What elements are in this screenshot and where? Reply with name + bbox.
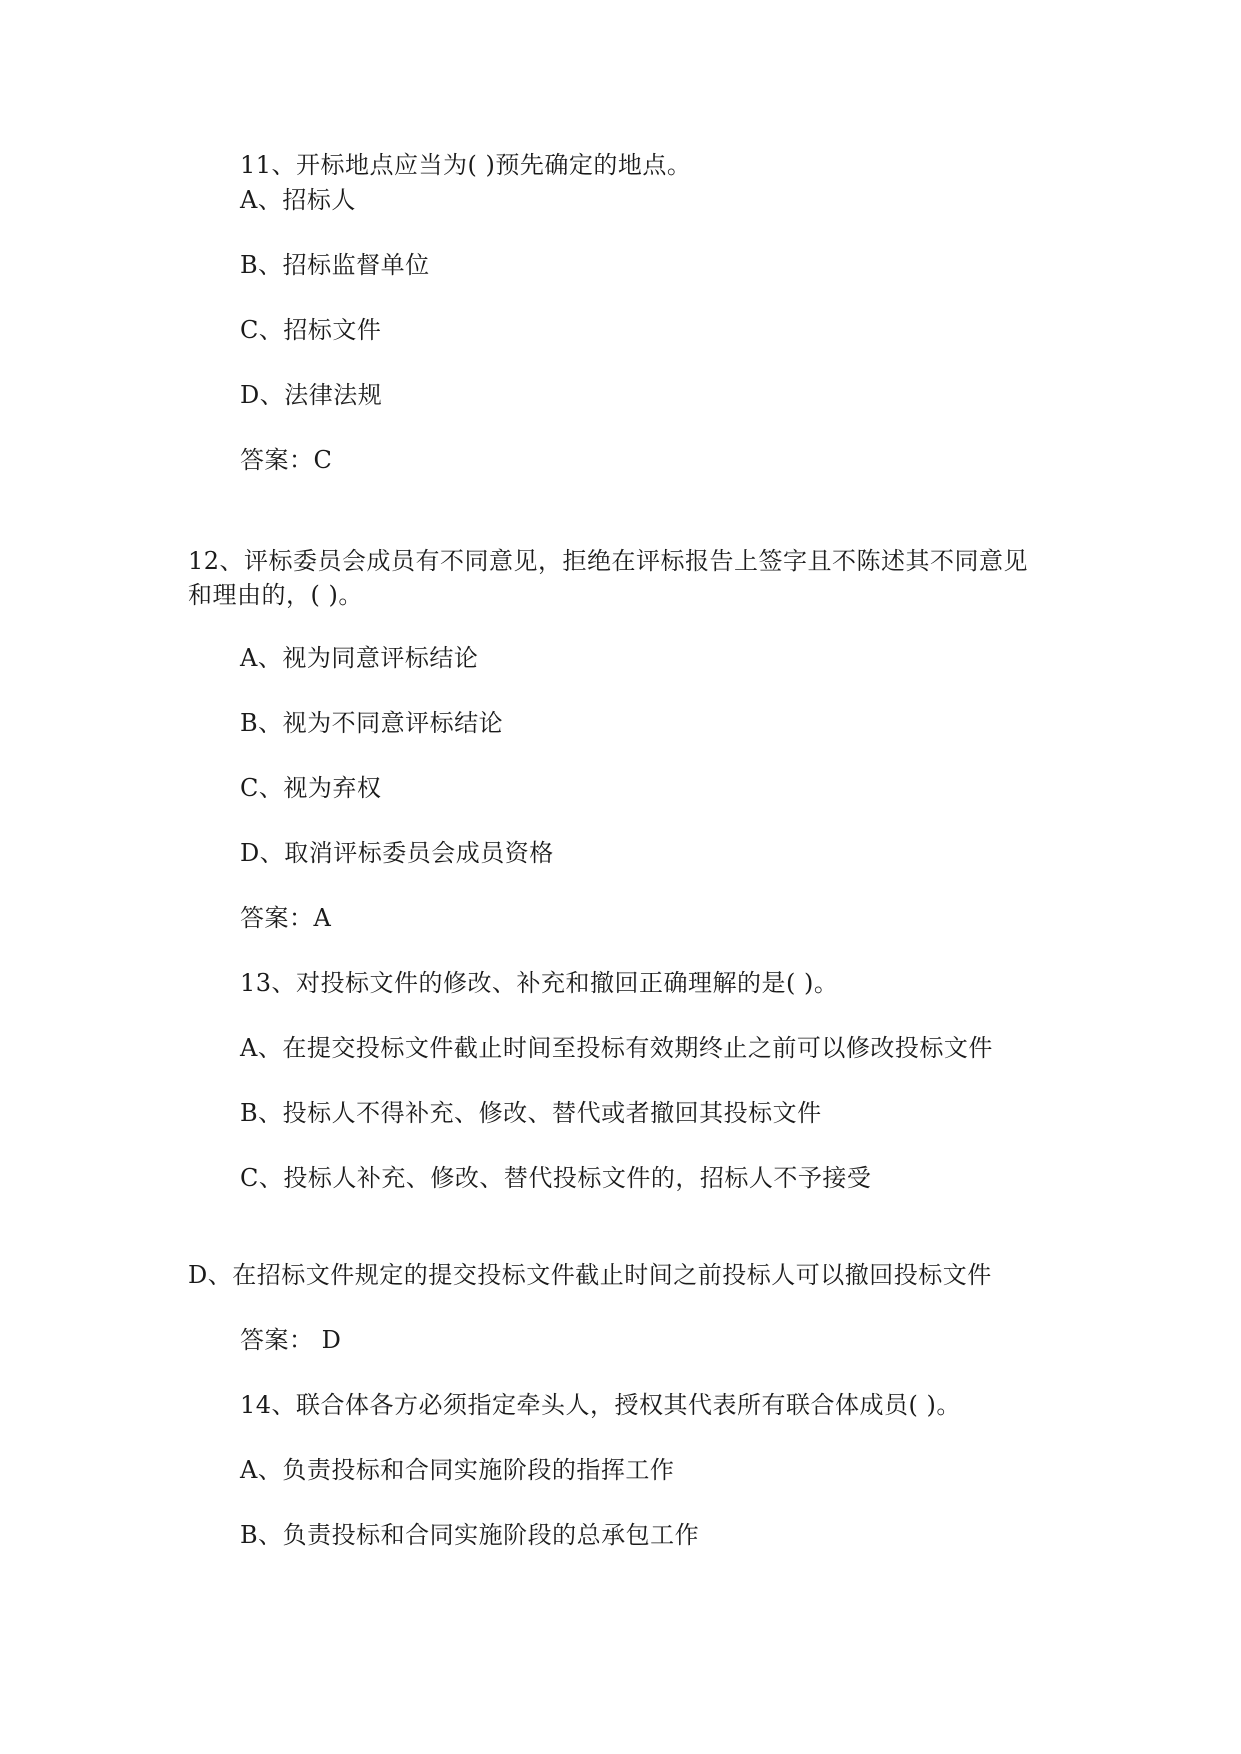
- question-13-text: 13、对投标文件的修改、补充和撤回正确理解的是( )。: [240, 969, 839, 997]
- question-13-option-c: C、投标人补充、修改、替代投标文件的，招标人不予接受: [240, 1164, 872, 1192]
- question-12-option-c: C、视为弃权: [240, 774, 382, 802]
- question-14-option-b: B、负责投标和合同实施阶段的总承包工作: [240, 1521, 700, 1549]
- question-11-option-a: A、招标人: [240, 186, 356, 214]
- question-11-option-b: B、招标监督单位: [240, 251, 430, 279]
- question-14-option-a: A、负责投标和合同实施阶段的指挥工作: [240, 1456, 675, 1484]
- question-12-option-b: B、视为不同意评标结论: [240, 709, 504, 737]
- question-12-option-d: D、取消评标委员会成员资格: [240, 839, 554, 867]
- question-11-option-d: D、法律法规: [240, 381, 383, 409]
- question-12-text-continued: 和理由的，( )。: [188, 581, 363, 609]
- question-13-option-b: B、投标人不得补充、修改、替代或者撤回其投标文件: [240, 1099, 822, 1127]
- question-12-answer: 答案：A: [240, 904, 332, 932]
- question-14-text: 14、联合体各方必须指定牵头人，授权其代表所有联合体成员( )。: [240, 1391, 961, 1419]
- question-13-answer: 答案： D: [240, 1326, 342, 1354]
- question-13-option-a: A、在提交投标文件截止时间至投标有效期终止之前可以修改投标文件: [240, 1034, 993, 1062]
- question-13-option-d: D、在招标文件规定的提交投标文件截止时间之前投标人可以撤回投标文件: [188, 1261, 992, 1289]
- question-11-text: 11、开标地点应当为( )预先确定的地点。: [240, 151, 692, 179]
- question-12-text: 12、评标委员会成员有不同意见，拒绝在评标报告上签字且不陈述其不同意见: [188, 547, 1029, 575]
- question-11-answer: 答案：C: [240, 446, 333, 474]
- question-11-option-c: C、招标文件: [240, 316, 382, 344]
- question-12-option-a: A、视为同意评标结论: [240, 644, 479, 672]
